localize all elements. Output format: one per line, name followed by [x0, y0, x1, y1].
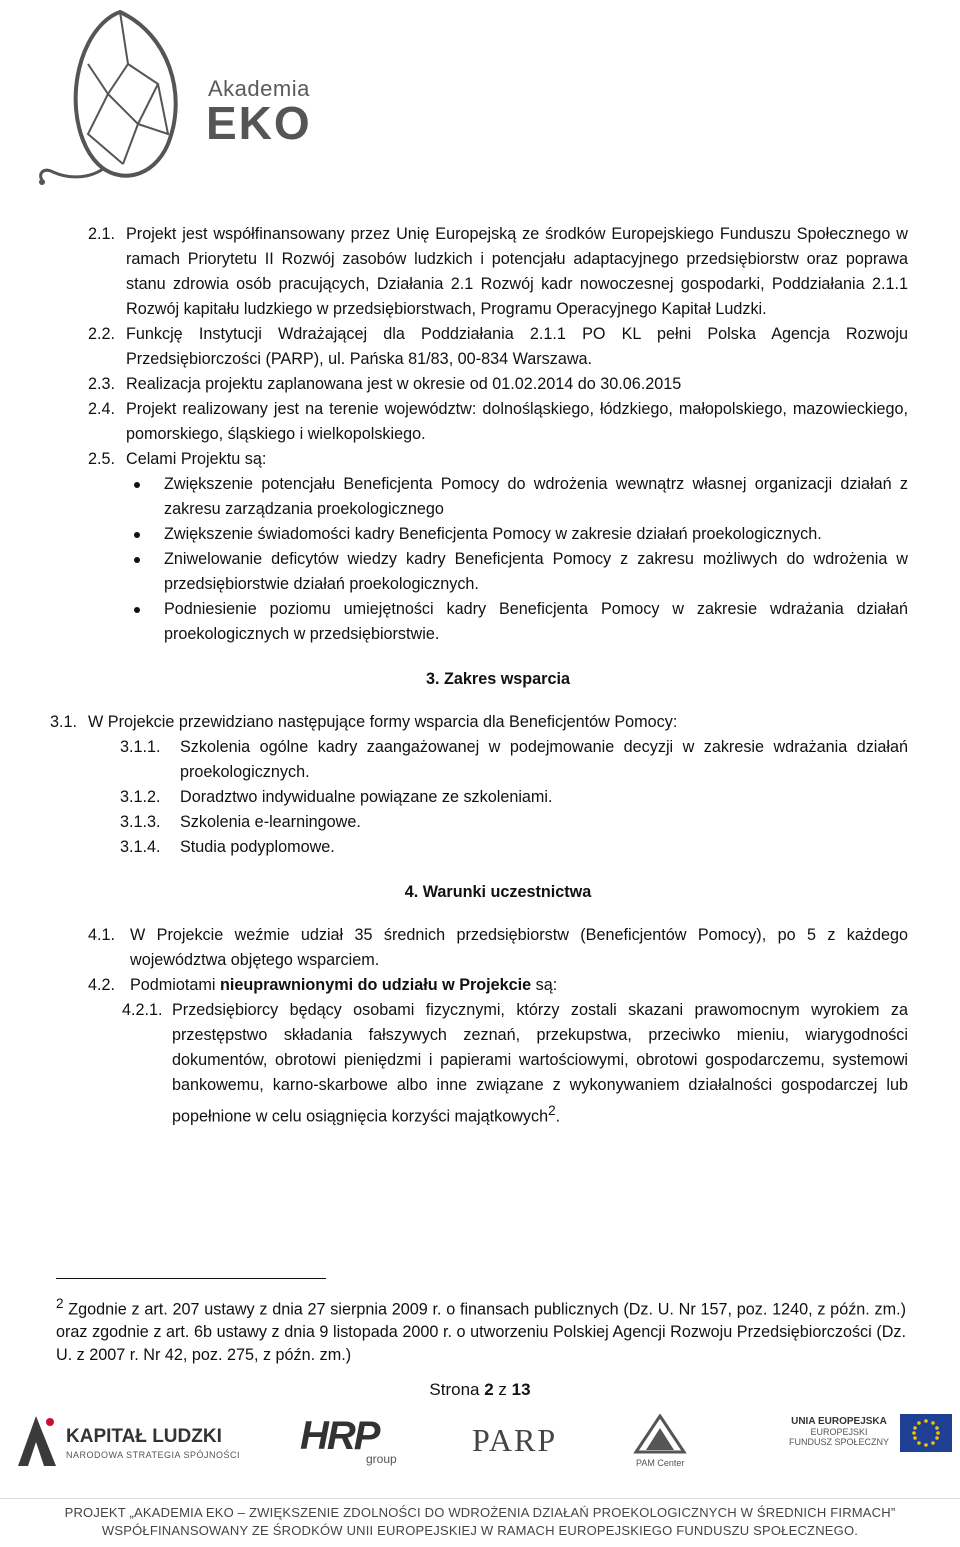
section-3-heading: 3. Zakres wsparcia [426, 670, 570, 688]
pam-center-logo [632, 1414, 688, 1468]
paragraph-number: 3.1. [50, 713, 78, 731]
page-current: 2 [484, 1380, 494, 1399]
paragraph-number: 4.2.1. [122, 1001, 163, 1019]
footnote-text: Zgodnie z art. 207 ustawy z dnia 27 sierpnia 2009 r. o finansach publicznych (Dz. U. Nr 157, poz. 1240, z późn. zm.) oraz zgodnie z art. 6b ustawy z dnia 9 listopada 2000 r. o utworzeniu Polskiej Agencji Rozwoju Przedsiębiorczości (Dz. U. z 2007 r. Nr 42, poz. 275, z późn. zm.) [56, 1300, 906, 1365]
hrp-sub: group [366, 1452, 397, 1466]
paragraph-end: . [555, 1107, 561, 1126]
footer-line-1: PROJEKT „AKADEMIA EKO – ZWIĘKSZENIE ZDOLNOŚCI DO WDROŻENIA DZIAŁAŃ PROEKOLOGICZNYCH W ŚREDNICH FIRMACH” [64, 1505, 896, 1520]
paragraph-number: 2.2. [88, 325, 116, 343]
list-item: Zniwelowanie deficytów wiedzy kadry Beneficjenta Pomocy z zakresu możliwych do wdrożenia w przedsiębiorstwie działań proekologicznych. [88, 547, 908, 597]
logo-text-akademia: Akademia [208, 76, 310, 101]
logo-text-eko: EKO [206, 97, 312, 149]
item-text: Doradztwo indywidualne powiązane ze szkoleniami. [180, 788, 553, 806]
paragraph-4-2-1 [122, 998, 908, 1129]
paragraph-text: W Projekcie przewidziano następujące formy wsparcia dla Beneficjentów Pomocy: [88, 713, 678, 731]
paragraph-number: 2.1. [88, 225, 116, 243]
paragraph-text: W Projekcie weźmie udział 35 średnich przedsiębiorstw (Beneficjentów Pomocy), po 5 z każdego województwa objętego wsparciem. [130, 926, 908, 969]
item-3-1-2 [120, 785, 908, 810]
list-item: Podniesienie poziomu umiejętności kadry Beneficjenta Pomocy w zakresie wdrażania działań proekologicznych w przedsiębiorstwie. [88, 597, 908, 647]
footnote-separator [56, 1278, 326, 1279]
kapital-ludzki-icon [14, 1412, 60, 1470]
paragraph-2-3 [88, 372, 908, 397]
paragraph-number: 4.2. [88, 976, 116, 994]
paragraph-2-1 [88, 222, 908, 322]
paragraph-number: 4.1. [88, 926, 116, 944]
paragraph-text: Celami Projektu są: [126, 450, 267, 468]
page-number [0, 1380, 960, 1400]
footnote-reference[interactable]: 2 [548, 1103, 556, 1118]
page-of: z [493, 1380, 512, 1399]
paragraph-text-bold: nieuprawnionymi do udziału w Projekcie [219, 976, 532, 994]
ue-sub2: FUNDUSZ SPOŁECZNY [788, 1437, 889, 1447]
paragraph-4-1 [88, 923, 908, 973]
project-footer [0, 1498, 960, 1547]
eu-flag [900, 1414, 952, 1457]
section-4-heading: 4. Warunki uczestnictwa [404, 883, 592, 901]
ue-sub1: EUROPEJSKI [810, 1427, 868, 1437]
parp-logo: PARP [472, 1422, 558, 1458]
paragraph-2-4 [88, 397, 908, 447]
paragraph-2-2 [88, 322, 908, 372]
item-number: 3.1.4. [120, 838, 161, 856]
paragraph-number: 2.4. [88, 400, 116, 418]
hrp-text: HRP [300, 1414, 379, 1458]
item-3-1-3 [120, 810, 908, 835]
footnote [56, 1292, 906, 1367]
hrp-group-logo [300, 1414, 397, 1466]
item-3-1-1 [120, 735, 908, 785]
item-number: 3.1.2. [120, 788, 161, 806]
footer-line-2: WSPÓŁFINANSOWANY ZE ŚRODKÓW UNII EUROPEJSKIEJ W RAMACH EUROPEJSKIEGO FUNDUSZU SPOŁECZNEGO. [101, 1523, 859, 1538]
item-text: Studia podyplomowe. [180, 838, 335, 856]
ue-title: UNIA EUROPEJSKA [791, 1416, 887, 1427]
item-text: Szkolenia ogólne kadry zaangażowanej w podejmowanie decyzji w zakresie wdrażania działań proekologicznych. [180, 738, 908, 781]
page-label: Strona [429, 1380, 485, 1399]
kl-title: KAPITAŁ LUDZKI [66, 1426, 222, 1447]
paragraph-text: Realizacja projektu zaplanowana jest w okresie od 01.02.2014 do 30.06.2015 [126, 375, 682, 393]
paragraph-text: Funkcję Instytucji Wdrażającej dla Poddziałania 2.1.1 PO KL pełni Polska Agencja Rozwoju Przedsiębiorczości (PARP), ul. Pańska 81/83, 00-834 Warszawa. [126, 325, 908, 368]
list-item: Zwiększenie potencjału Beneficjenta Pomocy do wdrożenia wewnątrz własnej organizacji działań z zakresu zarządzania proekologicznego [88, 472, 908, 522]
paragraph-number: 2.5. [88, 450, 116, 468]
paragraph-text: Przedsiębiorcy będący osobami fizycznymi, którzy zostali skazani prawomocnym wyrokiem za przestępstwo składania fałszywych zeznań, przekupstwa, przeciwko mieniu, wiarygodności dokumentów, obrotowi pieniędzmi i papierami wartościowymi, obrotowi gospodarczemu, systemowi bankowemu, karno-skarbowe albo inne związane z wykonywaniem działalności gospodarczej lub popełnione w celu osiągnięcia korzyści majątkowych [172, 1001, 908, 1126]
eu-flag-icon [900, 1414, 952, 1452]
list-item: Zwiększenie świadomości kadry Beneficjenta Pomocy w zakresie działań proekologicznych. [88, 522, 908, 547]
paragraph-2-5 [88, 447, 908, 472]
paragraph-3-1 [50, 710, 908, 735]
paragraph-text: Projekt realizowany jest na terenie województw: dolnośląskiego, łódzkiego, małopolskiego, mazowieckiego, pomorskiego, śląskiego i wielkopolskiego. [126, 400, 908, 443]
footnote-number: 2 [56, 1296, 64, 1311]
kapital-ludzki-logo [14, 1412, 241, 1475]
paragraph-4-2 [88, 973, 908, 998]
ue-text-block [784, 1416, 894, 1447]
paragraph-text: Projekt jest współfinansowany przez Unię Europejską ze środków Europejskiego Funduszu Społecznego w ramach Priorytetu II Rozwój zasobów ludzkich i potencjału adaptacyjnego przedsiębiorstw oraz poprawa stanu zdrowia osób pracujących, Działania 2.1 Rozwój kadr nowoczesnej gospodarki, Poddziałania 2.1.1 Rozwój kapitału ludzkiego w przedsiębiorstwach, Programu Operacyjnego Kapitał Ludzki. [126, 225, 908, 318]
akademia-eko-logo [28, 4, 312, 194]
page-total: 13 [511, 1380, 531, 1399]
item-number: 3.1.1. [120, 738, 161, 756]
sponsor-logos [0, 1408, 960, 1478]
pam-center-icon [632, 1414, 688, 1454]
item-3-1-4 [120, 835, 908, 860]
item-text: Szkolenia e-learningowe. [180, 813, 361, 831]
paragraph-text-pre: Podmiotami [130, 976, 220, 994]
kl-subtitle: NARODOWA STRATEGIA SPÓJNOŚCI [66, 1450, 241, 1460]
item-number: 3.1.3. [120, 813, 161, 831]
paragraph-text-post: są: [531, 976, 558, 994]
pam-text: PAM Center [636, 1458, 685, 1468]
document-body [50, 222, 908, 1129]
paragraph-number: 2.3. [88, 375, 116, 393]
leaf-logo-icon [28, 4, 208, 194]
goals-list [88, 472, 908, 647]
